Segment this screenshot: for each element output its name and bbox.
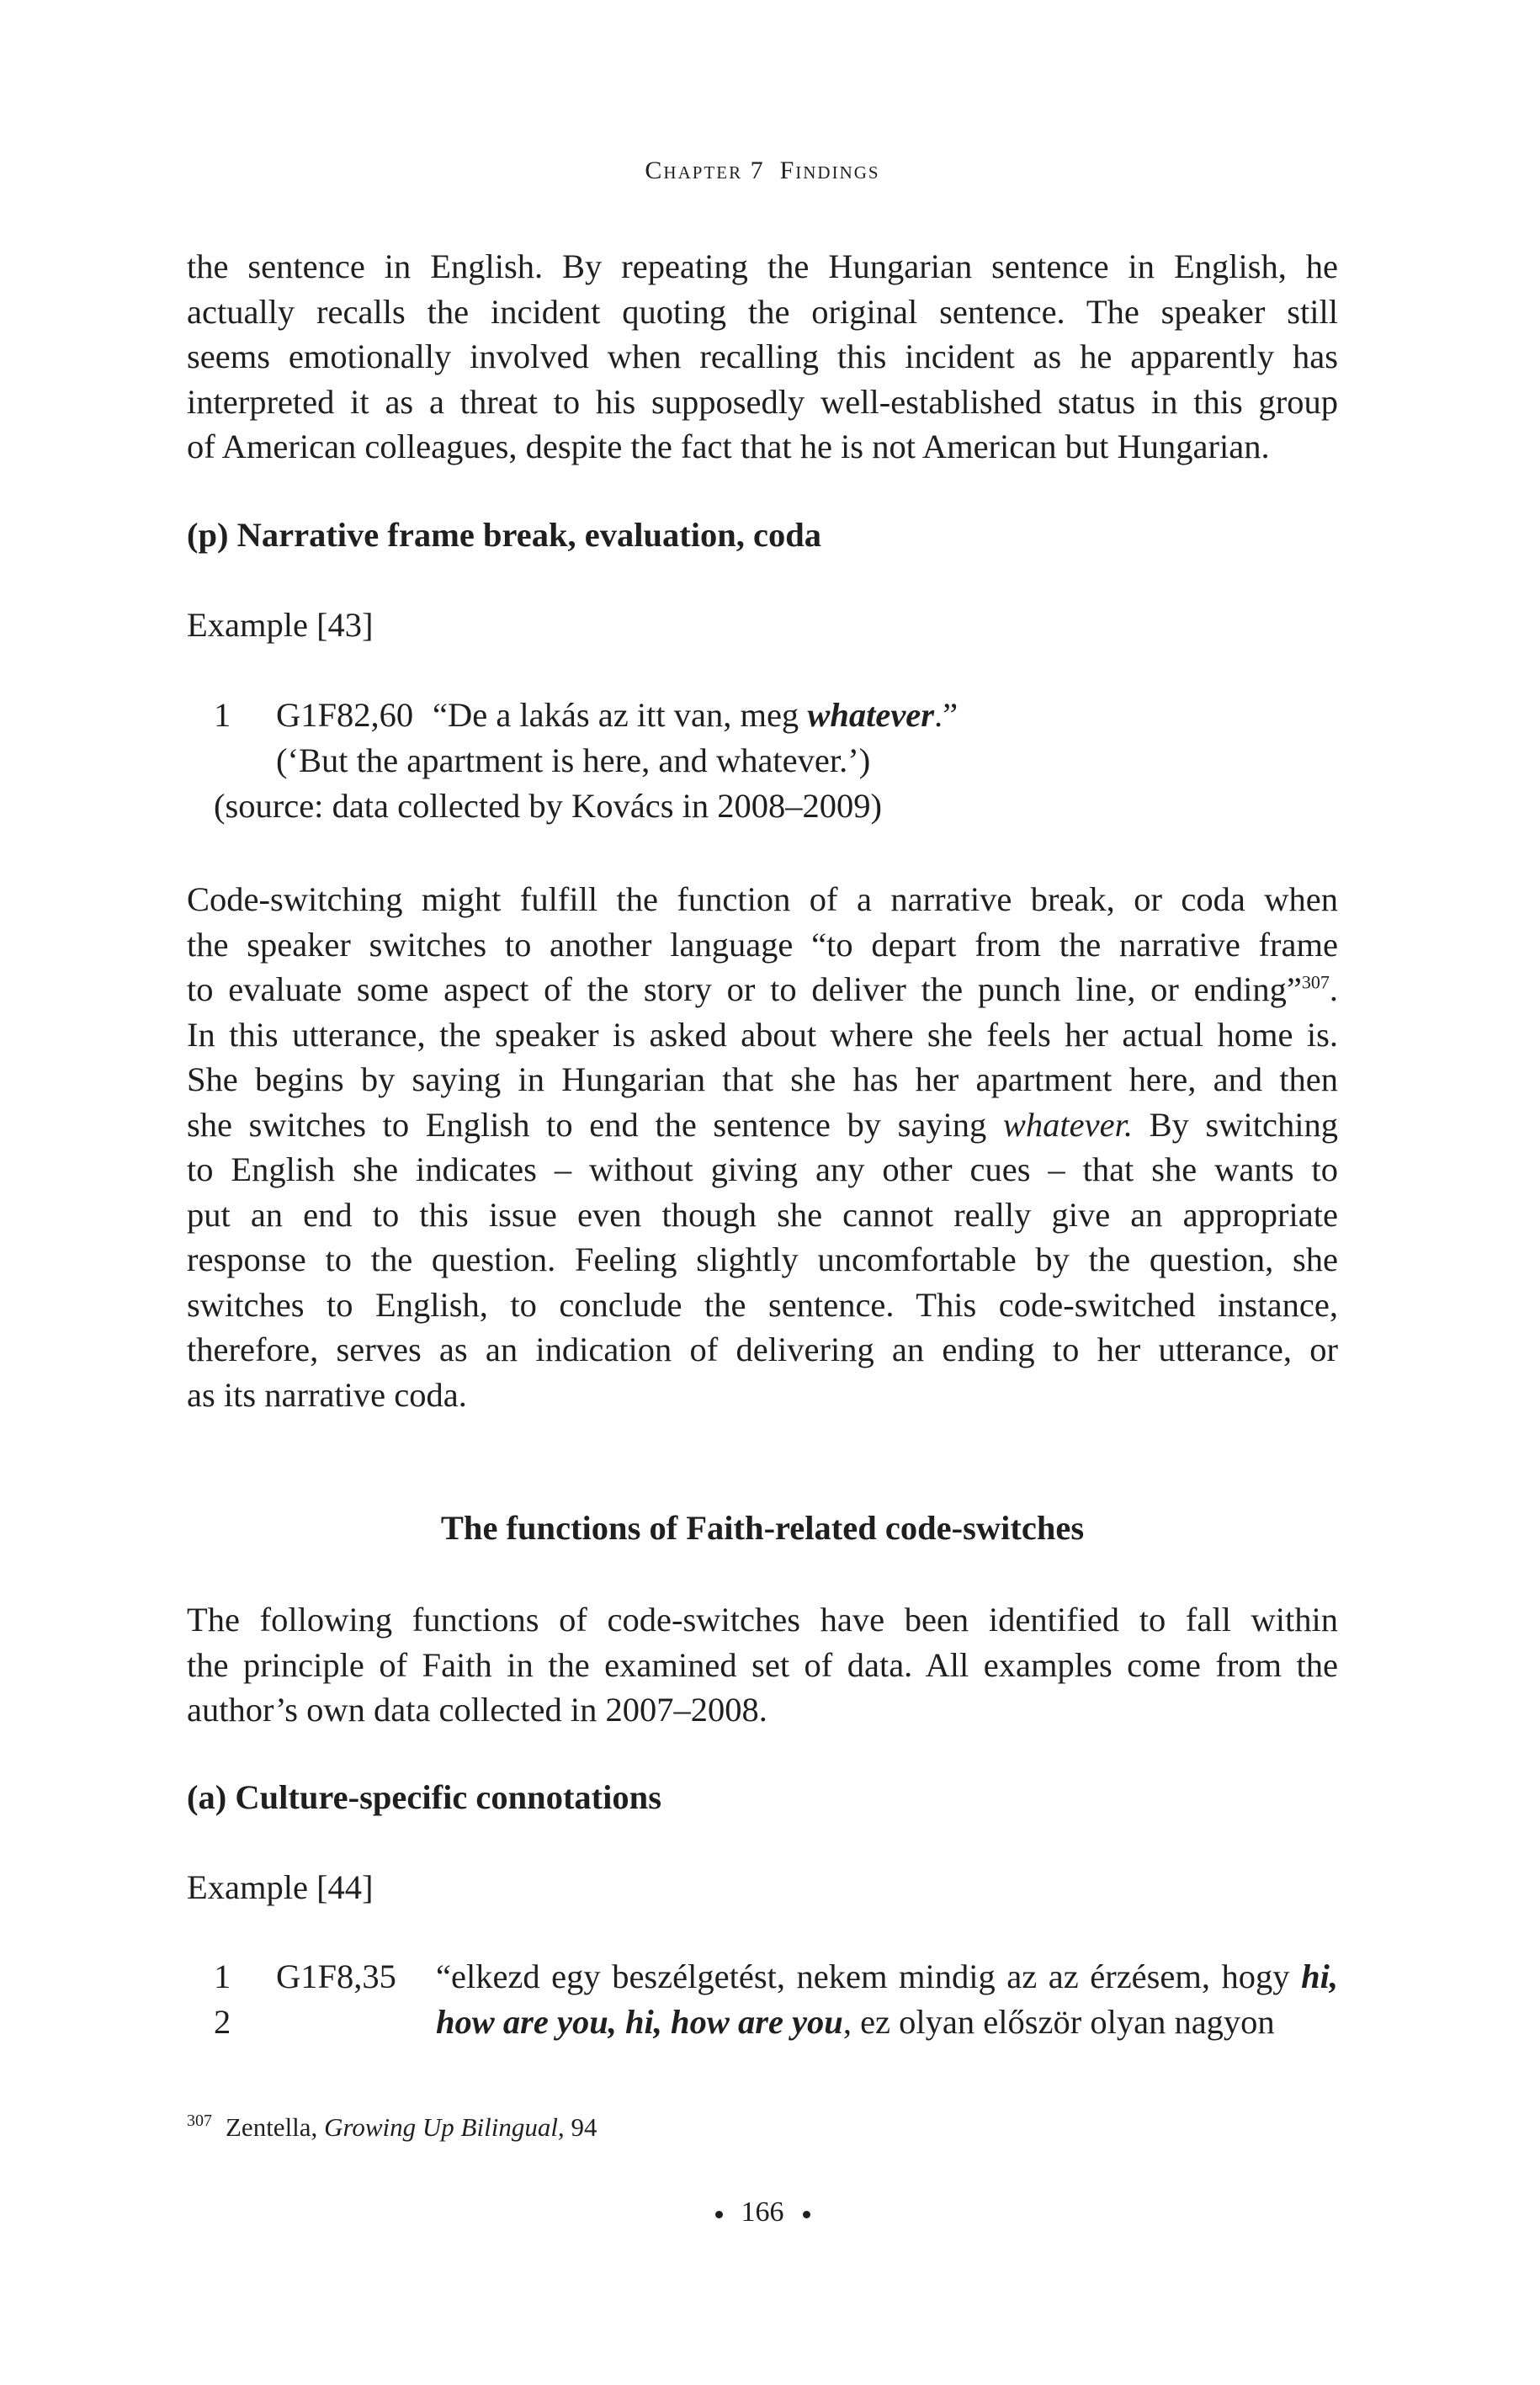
footnote-page: 94	[564, 2112, 597, 2142]
line-text: to evaluate some aspect of the story or to deliver the punch line, or ending”	[187, 970, 1302, 1008]
text-line: actually recalls the incident quoting the original sentence. The speaker still	[187, 292, 1338, 331]
text-line: response to the question. Feeling slightly uncomfortable by the question, she	[187, 1240, 1338, 1278]
example-utterance-line	[436, 2002, 1275, 2042]
footnote-reference: 307	[1301, 971, 1330, 993]
line-text-end: By switching	[1133, 1105, 1338, 1144]
bullet-icon	[715, 2211, 723, 2218]
text-line: the speaker switches to another language “to depart from the narrative frame	[187, 925, 1338, 964]
text-line: the principle of Faith in the examined set of data. All examples come from the	[187, 1645, 1338, 1684]
example-speaker-code: G1F8,35	[276, 1957, 396, 1995]
line-text: she switches to English to end the sentence by saying	[187, 1105, 1003, 1144]
text-line: Code-switching might fulfill the function of a narrative break, or coda when	[187, 880, 1338, 918]
chapter-number: Chapter 7	[645, 157, 765, 184]
quote-text: “De a lakás az itt van, meg	[433, 696, 808, 734]
text-line: interpreted it as a threat to his supposedly well-established status in this group	[187, 382, 1338, 421]
utterance-code-switch: hi,	[1301, 1957, 1338, 1995]
footnote-number: 307	[187, 2111, 212, 2130]
section-heading-a: (a) Culture-specific connotations	[187, 1778, 661, 1816]
paragraph-intro	[187, 244, 1338, 470]
example-utterance-line	[436, 1957, 1338, 1996]
text-line: switches to English, to conclude the sentence. This code-switched instance,	[187, 1285, 1338, 1324]
utterance-code-switch: how are you, hi, how are you	[436, 2003, 843, 2041]
text-line: put an end to this issue even though she cannot really give an appropriate	[187, 1195, 1338, 1234]
text-line: seems emotionally involved when recalling this incident as he apparently has	[187, 337, 1338, 375]
line-text-end: .	[1329, 970, 1338, 1008]
example-line-number: 2	[214, 2003, 231, 2041]
text-line: to English she indicates – without giving any other cues – that she wants to	[187, 1150, 1338, 1188]
text-line: author’s own data collected in 2007–2008.	[187, 1691, 767, 1729]
paragraph-coda	[187, 877, 1338, 1417]
example-source: (source: data collected by Kovács in 2008–2009)	[214, 787, 883, 825]
example-line-number: 1	[214, 1957, 231, 1995]
page-number	[187, 2196, 1338, 2228]
quote-code-switch: whatever	[807, 696, 935, 734]
text-line: of American colleagues, despite the fact that he is not American but Hungarian.	[187, 428, 1270, 465]
example-label-44: Example [44]	[187, 1868, 374, 1906]
running-head	[187, 157, 1338, 185]
text-line	[187, 967, 1338, 1012]
section-heading-faith: The functions of Faith-related code-switches	[440, 1509, 1085, 1547]
utterance-text: , ez olyan először olyan nagyon	[842, 2003, 1275, 2041]
footnote-title: Growing Up Bilingual,	[324, 2112, 565, 2142]
utterance-text: “elkezd egy beszélgetést, nekem mindig az az érzésem, hogy	[436, 1957, 1302, 1995]
text-line: The following functions of code-switches have been identified to fall within	[187, 1601, 1338, 1639]
text-line: the sentence in English. By repeating the Hungarian sentence in English, he	[187, 247, 1338, 285]
text-line: In this utterance, the speaker is asked about where she feels her actual home is.	[187, 1015, 1338, 1054]
text-line	[187, 1102, 1338, 1148]
text-line: She begins by saying in Hungarian that she has her apartment here, and then	[187, 1060, 1338, 1098]
paragraph-faith	[187, 1597, 1338, 1733]
bullet-icon	[803, 2211, 810, 2218]
example-label-43: Example [43]	[187, 606, 374, 644]
example-line-number: 1	[214, 696, 231, 734]
text-line: therefore, serves as an indication of delivering an ending to her utterance, or	[187, 1331, 1338, 1368]
footnote-author: Zentella,	[226, 2112, 325, 2142]
example-speaker-code: G1F82,60	[276, 696, 414, 734]
text-line: as its narrative coda.	[187, 1375, 467, 1414]
chapter-title: Findings	[779, 157, 880, 184]
example-translation: (‘But the apartment is here, and whatever.’)	[276, 741, 871, 779]
line-italic: whatever.	[1002, 1105, 1134, 1144]
page-number-text: 166	[741, 2196, 784, 2228]
quote-close: .”	[934, 696, 959, 734]
section-heading-p: (p) Narrative frame break, evaluation, coda	[187, 516, 821, 554]
footnote	[187, 2112, 597, 2143]
example-quote	[433, 695, 958, 735]
